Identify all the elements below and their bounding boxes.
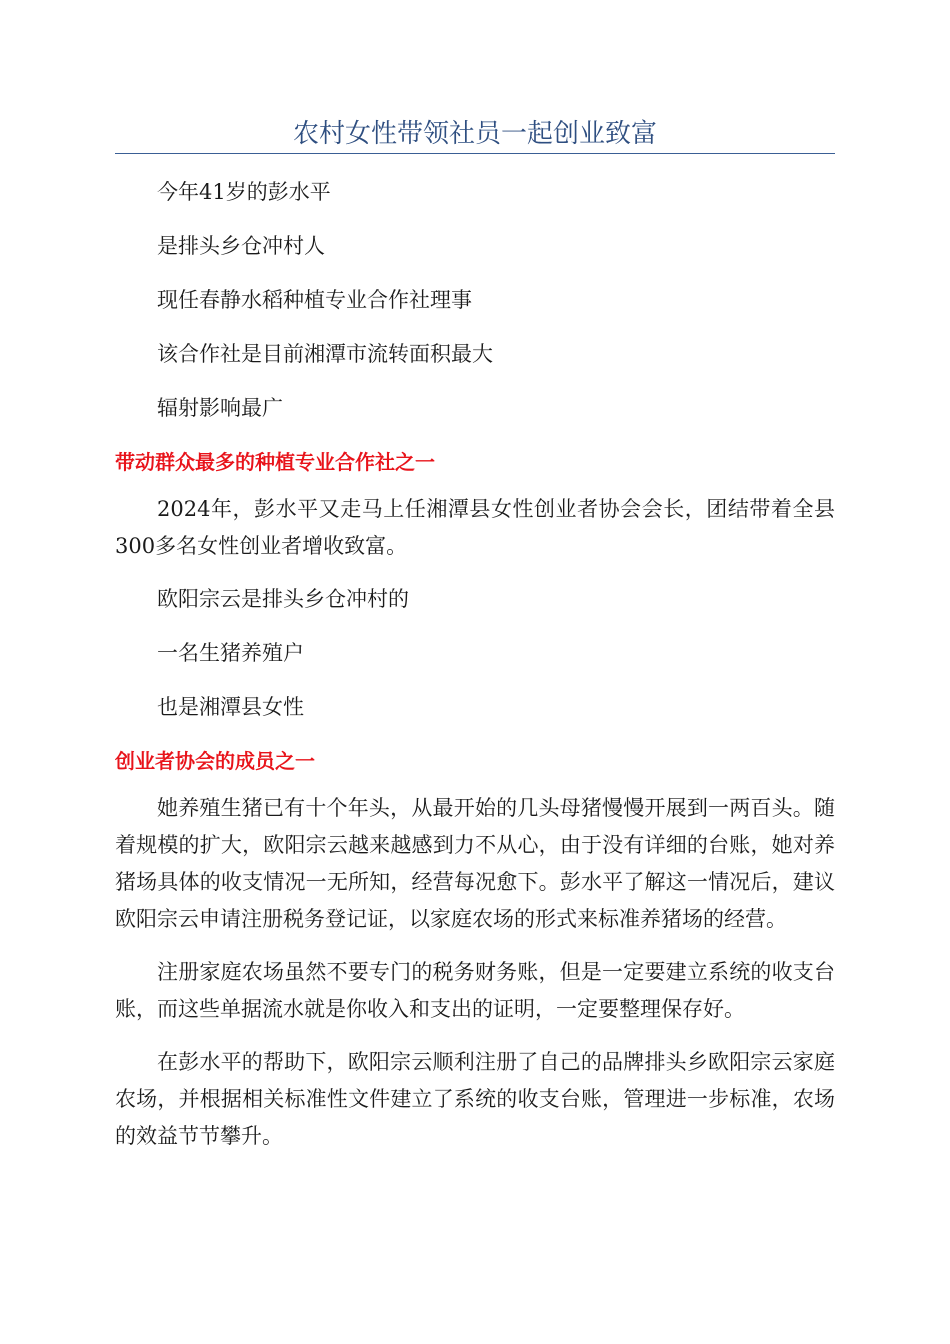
- body-paragraph: 是排头乡仓冲村人: [157, 234, 325, 258]
- title-underline: [115, 153, 835, 154]
- body-paragraph: 该合作社是目前湘潭市流转面积最大: [157, 342, 493, 366]
- body-paragraph: 今年41岁的彭水平: [157, 180, 331, 204]
- body-paragraph: 也是湘潭县女性: [157, 695, 304, 719]
- body-paragraph: 现任春静水稻种植专业合作社理事: [157, 288, 472, 312]
- body-paragraph: 2024年，彭水平又走马上任湘潭县女性创业者协会会长，团结带着全县300多名女性创业者增收致富。: [115, 497, 835, 558]
- document-page: [115, 0, 835, 1344]
- body-paragraph: 注册家庭农场虽然不要专门的税务财务账，但是一定要建立系统的收支台账，而这些单据流水就是你收入和支出的证明，一定要整理保存好。: [115, 960, 835, 1021]
- body-paragraph: 一名生猪养殖户: [157, 641, 304, 665]
- section-heading: 带动群众最多的种植专业合作社之一: [115, 450, 435, 474]
- document-title: 农村女性带领社员一起创业致富: [292, 119, 657, 149]
- body-paragraph: 在彭水平的帮助下，欧阳宗云顺利注册了自己的品牌排头乡欧阳宗云家庭农场，并根据相关标准性文件建立了系统的收支台账，管理进一步标准，农场的效益节节攀升。: [115, 1050, 835, 1148]
- body-paragraph: 她养殖生猪已有十个年头，从最开始的几头母猪慢慢开展到一两百头。随着规模的扩大，欧阳宗云越来越感到力不从心，由于没有详细的台账，她对养猪场具体的收支情况一无所知，经营每况愈下。彭水平了解这一情况后，建议欧阳宗云申请注册税务登记证，以家庭农场的形式来标准养猪场的经营。: [115, 796, 835, 931]
- body-paragraph: 辐射影响最广: [157, 396, 283, 420]
- body-paragraph: 欧阳宗云是排头乡仓冲村的: [157, 587, 409, 611]
- document-body: [115, 174, 835, 1171]
- section-heading: 创业者协会的成员之一: [115, 749, 315, 773]
